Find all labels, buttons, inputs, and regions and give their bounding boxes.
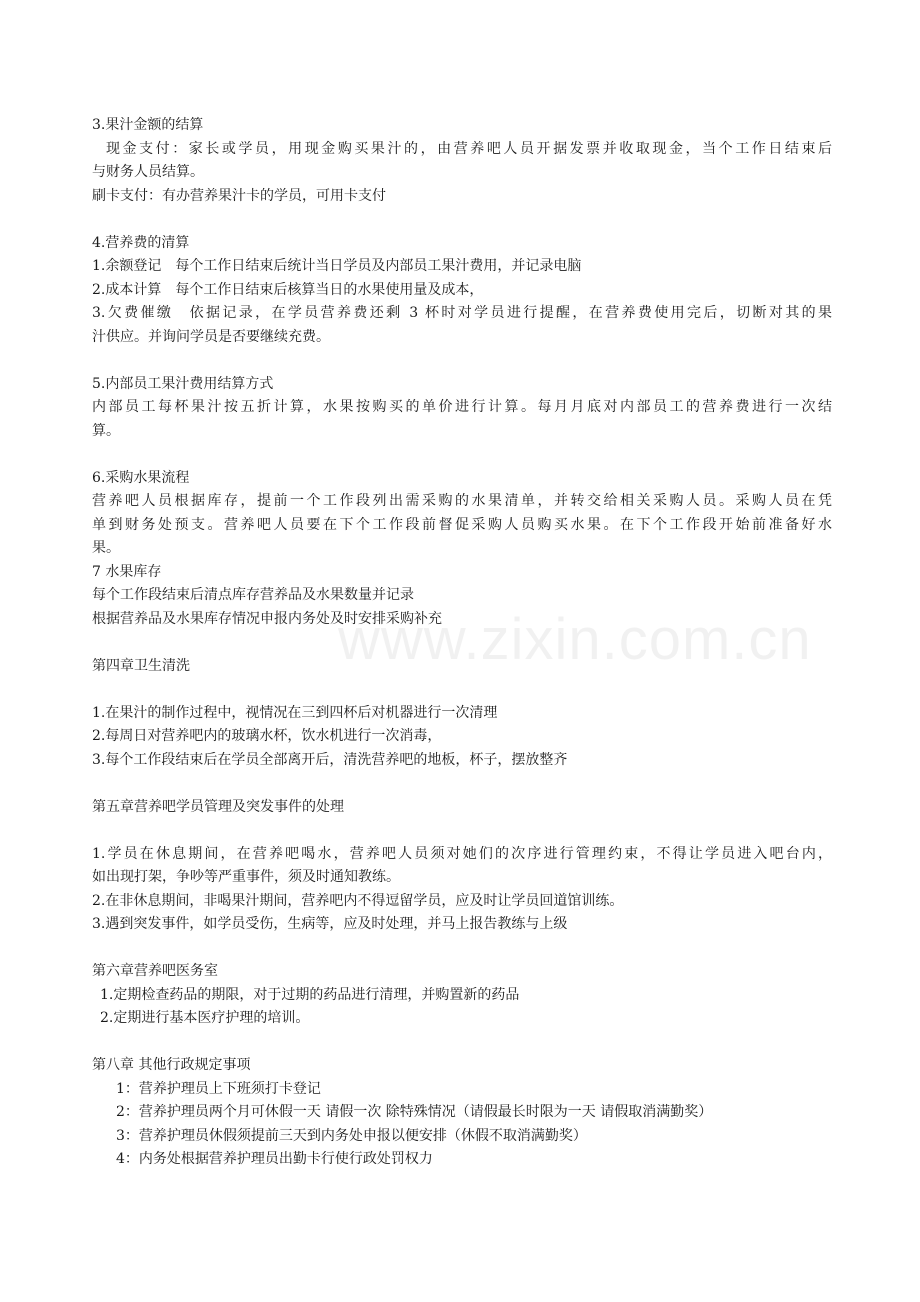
paragraph-cash-payment-line2: 与财务人员结算。	[92, 164, 204, 180]
list-item-hygiene-2: 2.每周日对营养吧内的玻璃水杯，饮水机进行一次消毒，	[92, 728, 442, 744]
list-item-balance-registration: 1.余额登记 每个工作日结束后统计当日学员及内部员工果汁费用，并记录电脑	[92, 258, 582, 274]
section-title-fee-clearing: 4.营养费的清算	[92, 234, 190, 251]
list-item-management-3: 3.遇到突发事件，如学员受伤，生病等，应及时处理，并马上报告教练与上级	[92, 916, 568, 932]
list-item-clinic-2: 2.定期进行基本医疗护理的培训。	[100, 1010, 310, 1026]
paragraph-staff-fee-line1: 内部员工每杯果汁按五折计算，水果按购买的单价进行计算。每月月底对内部员工的营养费进行一次结	[92, 399, 832, 415]
chapter-title-admin-rules: 第八章 其他行政规定事项	[92, 1057, 251, 1073]
paragraph-inventory-line1: 每个工作段结束后清点库存营养品及水果数量并记录	[92, 587, 414, 603]
list-item-cost-calculation: 2.成本计算 每个工作日结束后核算当日的水果使用量及成本，	[92, 281, 484, 298]
section-title-inventory: 7 水果库存	[92, 563, 162, 580]
paragraph-purchase-line1: 营养吧人员根据库存，提前一个工作段列出需采购的水果清单，并转交给相关采购人员。采购人员在凭	[92, 493, 832, 509]
paragraph-purchase-line3: 果。	[92, 540, 120, 556]
chapter-title-clinic: 第六章营养吧医务室	[92, 963, 218, 979]
list-item-management-2: 2.在非休息期间，非喝果汁期间，营养吧内不得逗留学员，应及时让学员回道馆训练。	[92, 892, 624, 909]
chapter-title-hygiene: 第四章卫生清洗	[92, 657, 190, 674]
list-item-clinic-1: 1.定期检查药品的期限，对于过期的药品进行清理，并购置新的药品	[100, 986, 520, 1003]
list-item-admin-4: 4：内务处根据营养护理员出勤卡行使行政处罚权力	[116, 1151, 433, 1167]
paragraph-inventory-line2: 根据营养品及水果库存情况申报内务处及时安排采购补充	[92, 610, 442, 627]
watermark: www.zixin.com.cn	[338, 607, 812, 672]
list-item-hygiene-1: 1.在果汁的制作过程中，视情况在三到四杯后对机器进行一次清理	[92, 704, 498, 721]
document-body	[92, 114, 832, 1172]
section-title-purchase: 6.采购水果流程	[92, 469, 190, 486]
paragraph-cash-payment-line1: 现金支付：家长或学员，用现金购买果汁的，由营养吧人员开据发票并收取现金，当个工作日结束后	[106, 140, 832, 157]
section-title-juice-settlement: 3.果汁金额的结算	[92, 117, 204, 133]
list-item-arrears-collection-line1: 3.欠费催缴 依据记录，在学员营养费还剩 3 杯时对学员进行提醒，在营养费使用完后，切断对其的果	[92, 305, 832, 321]
chapter-title-student-management: 第五章营养吧学员管理及突发事件的处理	[92, 798, 344, 815]
list-item-admin-2: 2：营养护理员两个月可休假一天 请假一次 除特殊情况（请假最长时限为一天 请假取消满勤奖）	[116, 1104, 713, 1120]
list-item-admin-3: 3：营养护理员休假须提前三天到内务处申报以便安排（休假不取消满勤奖）	[116, 1127, 587, 1144]
paragraph-purchase-line2: 单到财务处预支。营养吧人员要在下个工作段前督促采购人员购买水果。在下个工作段开始前准备好水	[92, 516, 832, 533]
list-item-hygiene-3: 3.每个工作段结束后在学员全部离开后，清洗营养吧的地板，杯子，摆放整齐	[92, 751, 568, 768]
section-title-staff-fee: 5.内部员工果汁费用结算方式	[92, 375, 274, 392]
list-item-management-1-line1: 1.学员在休息期间，在营养吧喝水，营养吧人员须对她们的次序进行管理约束，不得让学员进入吧台内，	[92, 845, 832, 862]
list-item-admin-1: 1：营养护理员上下班须打卡登记	[116, 1080, 321, 1097]
list-item-management-1-line2: 如出现打架，争吵等严重事件，须及时通知教练。	[92, 869, 400, 885]
paragraph-staff-fee-line2: 算。	[92, 422, 120, 439]
list-item-arrears-collection-line2: 汁供应。并询问学员是否要继续充费。	[92, 328, 330, 345]
paragraph-card-payment: 刷卡支付：有办营养果汁卡的学员，可用卡支付	[92, 187, 386, 204]
